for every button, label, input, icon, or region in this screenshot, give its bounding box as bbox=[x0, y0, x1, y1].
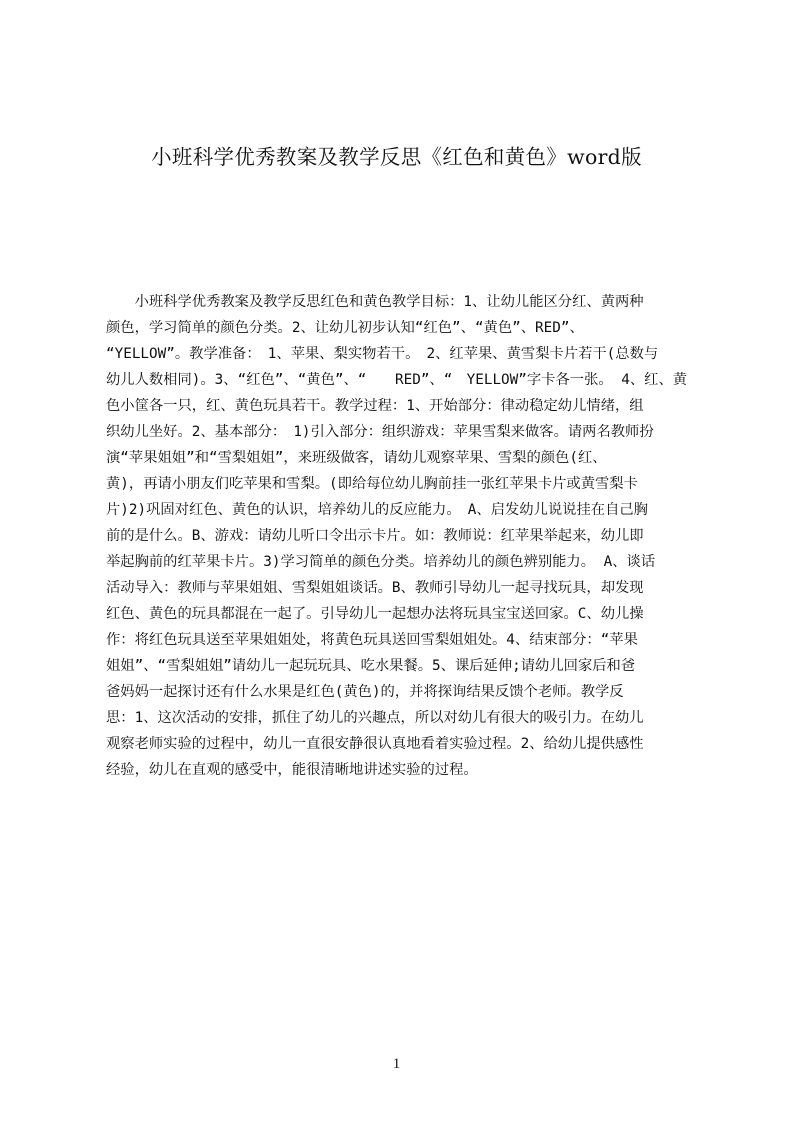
body-line: “YELLOW”。教学准备： 1、苹果、梨实物若干。 2、红苹果、黄雪梨卡片若干(总数与 bbox=[106, 346, 659, 362]
body-line: 经验，幼儿在直观的感受中，能很清晰地讲述实验的过程。 bbox=[106, 762, 478, 778]
body-paragraph bbox=[106, 289, 700, 799]
body-line: 黄)，再请小朋友们吃苹果和雪梨。(即给每位幼儿胸前挂一张红苹果卡片或黄雪梨卡 bbox=[106, 476, 638, 492]
document-title: 小班科学优秀教案及教学反思《红色和黄色》word版 bbox=[151, 145, 642, 169]
body-line: 前的是什么。B、游戏：请幼儿听口令出示卡片。如：教师说：红苹果举起来，幼儿即 bbox=[106, 528, 644, 544]
body-line: 活动导入：教师与苹果姐姐、雪梨姐姐谈话。B、教师引导幼儿一起寻找玩具，却发现 bbox=[106, 580, 644, 596]
body-line: 思：1、这次活动的安排，抓住了幼儿的兴趣点，所以对幼儿有很大的吸引力。在幼儿 bbox=[106, 710, 644, 726]
body-line: 作：将红色玩具送至苹果姐姐处，将黄色玩具送回雪梨姐姐处。4、结束部分：“苹果 bbox=[106, 632, 638, 648]
body-line: 片)2)巩固对红色、黄色的认识，培养幼儿的反应能力。 A、启发幼儿说说挂在自己胸 bbox=[106, 502, 648, 518]
body-line: 织幼儿坐好。2、基本部分： 1)引入部分：组织游戏：苹果雪梨来做客。请两名教师扮 bbox=[106, 424, 654, 440]
body-line: 色小筐各一只，红、黄色玩具若干。教学过程：1、开始部分：律动稳定幼儿情绪，组 bbox=[106, 398, 644, 414]
body-line: 爸妈妈一起探讨还有什么水果是红色(黄色)的，并将探询结果反馈个老师。教学反 bbox=[106, 684, 624, 700]
body-line: 姐姐”、“雪梨姐姐”请幼儿一起玩玩具、吃水果餐。5、课后延伸;请幼儿回家后和爸 bbox=[106, 658, 636, 674]
body-line: 小班科学优秀教案及教学反思红色和黄色教学目标：1、让幼儿能区分红、黄两种 bbox=[106, 294, 644, 310]
body-line: 举起胸前的红苹果卡片。3)学习简单的颜色分类。培养幼儿的颜色辨别能力。 A、谈话 bbox=[106, 554, 656, 570]
body-line: 幼儿人数相同)。3、“红色”、“黄色”、“ RED”、“ YELLOW”字卡各一张。 4、红、黄 bbox=[106, 372, 688, 388]
body-line: 观察老师实验的过程中，幼儿一直很安静很认真地看着实验过程。2、给幼儿提供感性 bbox=[106, 736, 644, 752]
body-line: 红色、黄色的玩具都混在一起了。引导幼儿一起想办法将玩具宝宝送回家。C、幼儿操 bbox=[106, 606, 644, 622]
body-line: 演“苹果姐姐”和“雪梨姐姐”，来班级做客，请幼儿观察苹果、雪梨的颜色(红、 bbox=[106, 450, 607, 466]
page-number: 1 bbox=[392, 1056, 401, 1072]
body-line: 颜色，学习简单的颜色分类。2、让幼儿初步认知“红色”、“黄色”、RED”、 bbox=[106, 320, 584, 336]
